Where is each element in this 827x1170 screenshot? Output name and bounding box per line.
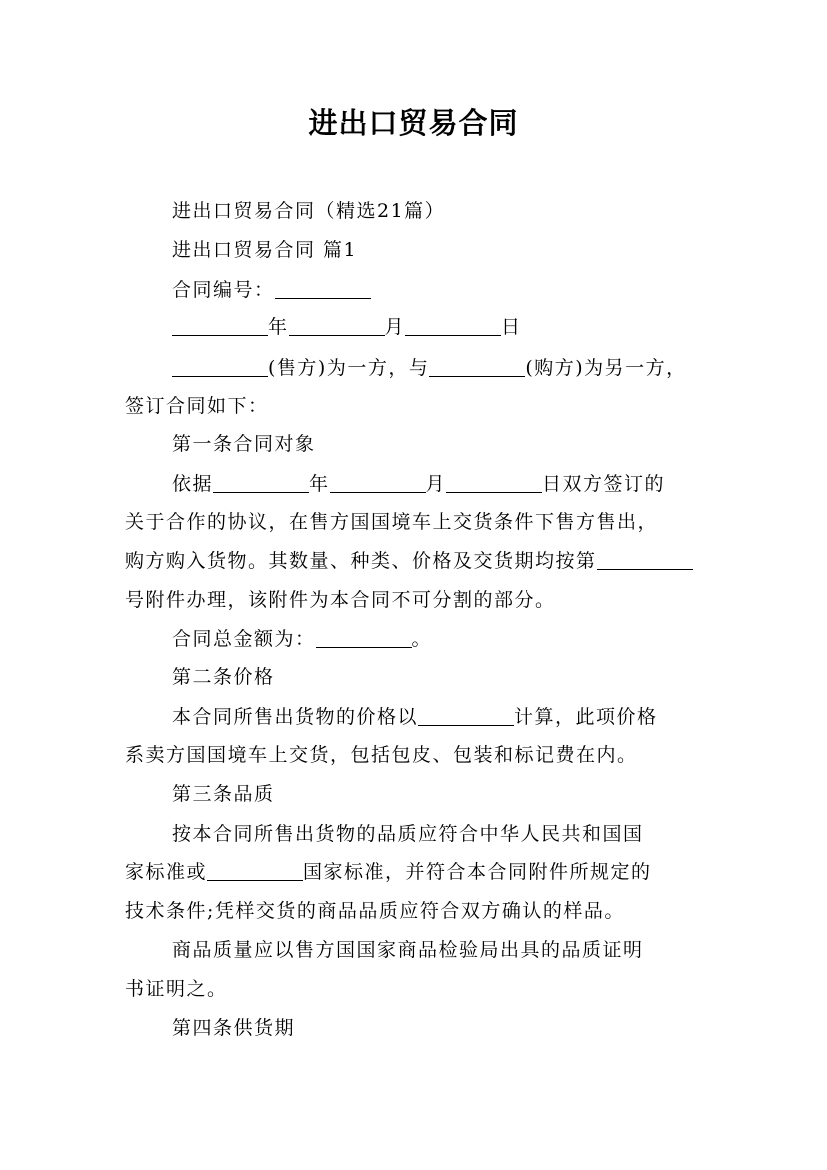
article-4-heading: 第四条供货期 bbox=[172, 1017, 296, 1039]
article-1-text-e: 购方购入货物。其数量、种类、价格及交货期均按第 bbox=[125, 550, 597, 572]
total-amount-blank bbox=[316, 627, 412, 648]
article-1-year-blank bbox=[213, 472, 309, 493]
article-2-text-a: 本合同所售出货物的价格以 bbox=[172, 706, 419, 728]
article-2-text-b: 计算，此项价格 bbox=[514, 706, 658, 728]
buyer-text: (购方)为另一方， bbox=[525, 357, 687, 379]
date-line bbox=[172, 314, 522, 340]
article-1-text-a: 依据 bbox=[172, 473, 214, 495]
parties-line-2: 签订合同如下： bbox=[125, 395, 269, 417]
year-blank bbox=[172, 315, 268, 336]
contract-number-label: 合同编号： bbox=[172, 279, 275, 301]
month-blank bbox=[289, 315, 385, 336]
part-heading: 进出口贸易合同 篇1 bbox=[172, 239, 358, 261]
total-amount-end: 。 bbox=[411, 628, 433, 650]
year-label: 年 bbox=[268, 316, 289, 338]
article-1-text-c: 月 bbox=[425, 473, 447, 495]
total-amount-label: 合同总金额为： bbox=[172, 628, 316, 650]
article-1-month-blank bbox=[330, 472, 426, 493]
parties-line-1 bbox=[172, 355, 687, 381]
contract-number-line bbox=[172, 277, 371, 303]
seller-text: (售方)为一方，与 bbox=[268, 357, 430, 379]
total-amount-line bbox=[172, 626, 432, 652]
article-3-para-2-line-2: 书证明之。 bbox=[125, 978, 228, 1000]
article-2-heading: 第二条价格 bbox=[172, 666, 275, 688]
article-3-heading: 第三条品质 bbox=[172, 783, 275, 805]
document-subtitle: 进出口贸易合同（精选21篇） bbox=[172, 200, 446, 222]
article-1-day-blank bbox=[446, 472, 542, 493]
day-blank bbox=[405, 315, 501, 336]
month-label: 月 bbox=[384, 316, 406, 338]
article-3-line-1: 按本合同所售出货物的品质应符合中华人民共和国国 bbox=[172, 823, 644, 845]
article-3-line-3: 技术条件;凭样交货的商品品质应符合双方确认的样品。 bbox=[125, 900, 625, 922]
document-title: 进出口贸易合同 bbox=[308, 106, 519, 140]
standard-blank bbox=[207, 860, 303, 881]
day-label: 日 bbox=[501, 316, 522, 338]
article-3-para-2-line-1: 商品质量应以售方国国家商品检验局出具的品质证明 bbox=[172, 939, 644, 961]
appendix-number-blank bbox=[597, 549, 693, 570]
article-1-text-d: 日双方签订的 bbox=[542, 473, 666, 495]
article-1-line-3 bbox=[125, 548, 693, 574]
article-1-heading: 第一条合同对象 bbox=[172, 433, 316, 455]
article-1-line-2: 关于合作的协议，在售方国国境车上交货条件下售方售出， bbox=[125, 511, 659, 533]
contract-number-blank bbox=[275, 278, 371, 299]
article-2-line-2: 系卖方国国境车上交货，包括包皮、包装和标记费在内。 bbox=[125, 744, 638, 766]
article-1-line-4: 号附件办理，该附件为本合同不可分割的部分。 bbox=[125, 589, 556, 611]
article-2-line-1 bbox=[172, 704, 658, 730]
price-basis-blank bbox=[418, 705, 514, 726]
article-3-line-2 bbox=[125, 859, 652, 885]
article-3-text-a: 家标准或 bbox=[125, 861, 208, 883]
article-1-line-1 bbox=[172, 471, 665, 497]
seller-blank bbox=[172, 356, 268, 377]
article-1-text-b: 年 bbox=[309, 473, 330, 495]
article-3-text-b: 国家标准，并符合本合同附件所规定的 bbox=[303, 861, 652, 883]
buyer-blank bbox=[429, 356, 525, 377]
